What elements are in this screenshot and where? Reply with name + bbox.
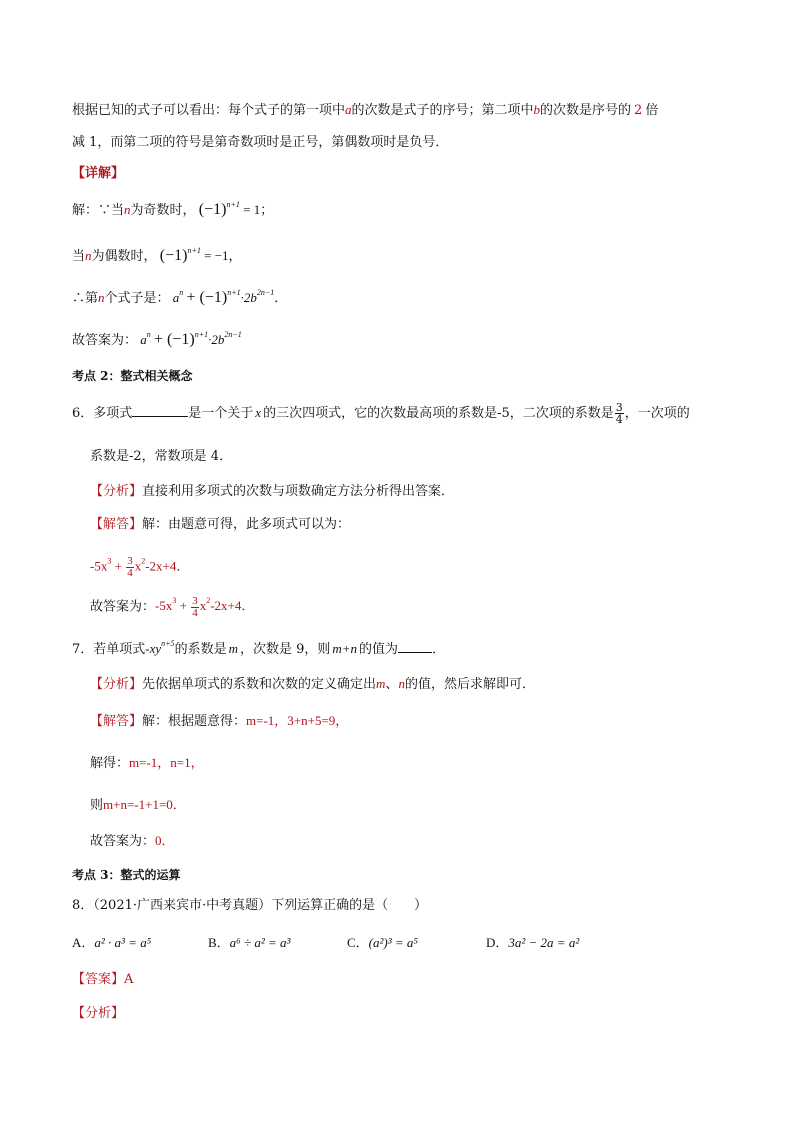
fraction bbox=[191, 596, 199, 619]
intro-text: 根据已知的式子可以看出：每个式子的第一项中 bbox=[72, 103, 346, 118]
math-exponent: 2 bbox=[206, 596, 211, 606]
q6-text: 的三次四项式，它的次数最高项的系数是-5，二次项的系数是 bbox=[263, 406, 614, 421]
fraction bbox=[615, 402, 624, 425]
answer-blank[interactable] bbox=[132, 404, 188, 417]
q7-text: 的系数是 bbox=[174, 642, 227, 657]
var-n: n bbox=[98, 290, 105, 305]
var-b: b bbox=[533, 102, 541, 117]
math-var: n bbox=[398, 676, 405, 691]
math-exponent: n+1 bbox=[227, 288, 241, 297]
solution-text: 解得： bbox=[90, 756, 130, 771]
math-exponent: 2 bbox=[141, 556, 146, 566]
math-expr: -2x+4． bbox=[145, 558, 190, 574]
math-exponent: n+5 bbox=[161, 639, 175, 648]
analysis-tag: 【分析】 bbox=[90, 484, 143, 499]
fraction-denominator: 4 bbox=[127, 567, 133, 579]
q6-analysis bbox=[90, 482, 454, 502]
math-exponent: 2n−1 bbox=[256, 288, 275, 297]
math-var: a bbox=[172, 290, 180, 305]
detail-line-4 bbox=[72, 330, 242, 350]
intro-line-2 bbox=[72, 133, 448, 153]
section-heading: 考点 3：整式的运算 bbox=[72, 868, 181, 882]
analysis-text: 、 bbox=[385, 677, 399, 692]
section-heading: 考点 2：整式相关概念 bbox=[72, 369, 193, 383]
detail-text: ∴第 bbox=[72, 290, 99, 305]
q7-answer bbox=[90, 831, 175, 852]
intro-text: 减 1，而第二项的符号是第奇数项时是正号，第偶数项时是负号． bbox=[72, 135, 449, 150]
solution-tag: 【解答】 bbox=[90, 714, 143, 729]
q6-answer bbox=[90, 596, 254, 619]
detail-text: 为偶数时， bbox=[91, 248, 157, 263]
analysis-tag: 【分析】 bbox=[90, 677, 143, 692]
intro-line-1 bbox=[72, 100, 658, 121]
option-label: A． bbox=[72, 935, 95, 950]
detail-text: 为奇数时， bbox=[130, 202, 196, 217]
analysis-text: 直接利用多项式的次数与项数确定方法分析得出答案． bbox=[142, 484, 455, 499]
math-expr: (−1) bbox=[159, 247, 188, 264]
fraction-denominator: 4 bbox=[192, 607, 198, 619]
analysis-text: 先依据单项式的系数和次数的定义确定出 bbox=[142, 677, 377, 692]
math-expr: + bbox=[179, 598, 187, 614]
q7-solve bbox=[90, 753, 204, 774]
fraction-numerator: 3 bbox=[615, 401, 623, 414]
monomial bbox=[145, 641, 174, 656]
option-text: a⁶ ÷ a² = a³ bbox=[229, 935, 291, 950]
option-label: B． bbox=[208, 935, 230, 950]
fraction-numerator: 3 bbox=[192, 595, 198, 607]
q6-expression bbox=[90, 556, 189, 579]
q8-answer bbox=[72, 970, 133, 990]
math-exponent: 2n−1 bbox=[224, 330, 242, 339]
answer-prefix: 故答案为： bbox=[90, 834, 156, 849]
math-expr: = 1； bbox=[243, 202, 274, 217]
q8-option-c[interactable] bbox=[347, 933, 418, 953]
answer-value: A bbox=[124, 972, 134, 987]
solution-equation: m=-1，3+n+5=9， bbox=[246, 713, 349, 728]
math-expr: -xy bbox=[145, 641, 162, 656]
math-expr: ·2b bbox=[240, 290, 257, 305]
detail-text: 当 bbox=[72, 248, 86, 263]
solution-text: 则 bbox=[90, 798, 104, 813]
q7-then bbox=[90, 795, 186, 816]
var-n: n bbox=[124, 202, 131, 217]
solution-text: 解：根据题意得： bbox=[142, 714, 247, 729]
detail-line-3 bbox=[72, 288, 287, 308]
q7-analysis bbox=[90, 674, 535, 695]
math-var: m bbox=[376, 676, 386, 691]
q6-solution bbox=[90, 515, 350, 535]
math-exponent: n bbox=[146, 330, 151, 339]
q7-text: ． bbox=[432, 642, 446, 657]
q8-option-a[interactable] bbox=[72, 933, 151, 953]
q8-option-b[interactable] bbox=[208, 933, 290, 953]
var-n: n bbox=[85, 248, 92, 263]
analysis-text: 的值，然后求解即可． bbox=[404, 677, 535, 692]
math-expr: m+n bbox=[332, 641, 358, 656]
q6-text: 6．多项式 bbox=[72, 406, 133, 421]
fraction-denominator: 4 bbox=[615, 413, 623, 426]
solution-text: 解：由题意可得，此多项式可以为： bbox=[142, 517, 351, 532]
q7-text: 7．若单项式 bbox=[72, 642, 146, 657]
detail-header: 【详解】 bbox=[72, 166, 125, 181]
math-var: m bbox=[228, 641, 238, 656]
math-var: a bbox=[140, 332, 147, 347]
math-expr: + bbox=[114, 558, 122, 574]
math-exponent: n+1 bbox=[187, 246, 201, 255]
detail-line-2 bbox=[72, 246, 242, 266]
answer-blank[interactable] bbox=[398, 640, 432, 653]
q7-text: ，次数是 9，则 bbox=[239, 642, 331, 657]
math-var: x bbox=[199, 598, 207, 614]
answer-expr bbox=[155, 595, 255, 619]
detail-text: 个式子是： bbox=[104, 290, 170, 305]
math-expr: (−1) bbox=[198, 201, 227, 218]
math-expr: -5x bbox=[155, 598, 173, 614]
solution-tag: 【解答】 bbox=[90, 517, 143, 532]
answer-prefix: 故答案为： bbox=[90, 598, 156, 614]
detail-line-1 bbox=[72, 200, 273, 220]
math-exponent: 3 bbox=[107, 556, 112, 566]
math-exponent: n bbox=[179, 288, 184, 297]
math-expr: -2x+4． bbox=[210, 598, 255, 614]
intro-number: 2 bbox=[634, 103, 643, 118]
answer-value: 0． bbox=[155, 833, 175, 848]
var-a: a bbox=[345, 102, 352, 117]
q7-solution bbox=[90, 711, 348, 732]
intro-text: 的次数是序号的 bbox=[540, 103, 632, 118]
q6-stem-line-1 bbox=[72, 402, 690, 425]
math-expr: + (−1) bbox=[154, 331, 195, 348]
q8-analysis-tag bbox=[72, 1004, 124, 1024]
solution-equation: m=-1，n=1， bbox=[129, 755, 204, 770]
q7-stem bbox=[72, 639, 445, 660]
option-text: (a²)³ = a⁵ bbox=[368, 935, 418, 950]
math-exponent: n+1 bbox=[194, 330, 209, 339]
option-label: C． bbox=[347, 935, 369, 950]
option-text: 3a² − 2a = a² bbox=[508, 935, 580, 950]
q7-text: 的值为 bbox=[359, 642, 399, 657]
detail-text: 解：∵当 bbox=[72, 202, 125, 217]
detail-text: 故答案为： bbox=[72, 332, 138, 347]
option-label: D． bbox=[486, 935, 509, 950]
math-exponent: n+1 bbox=[226, 200, 240, 209]
fraction bbox=[126, 556, 134, 579]
answer-tag: 【答案】 bbox=[72, 972, 125, 987]
q6-text: ，一次项的 bbox=[624, 406, 690, 421]
math-expr: = −1， bbox=[204, 248, 242, 263]
math-expr: -5x bbox=[90, 558, 108, 574]
q6-stem-line-2: 系数是-2，常数项是 4． bbox=[90, 449, 233, 464]
math-exponent: 3 bbox=[172, 596, 177, 606]
q8-stem: 8．（2021·广西来宾市·中考真题）下列运算正确的是（ ） bbox=[72, 898, 428, 913]
intro-text: 的次数是式子的序号；第二项中 bbox=[351, 103, 534, 118]
math-var: x bbox=[134, 558, 142, 574]
math-expr: + (−1) bbox=[186, 289, 228, 306]
analysis-tag: 【分析】 bbox=[72, 1006, 125, 1021]
option-text: a² · a³ = a⁵ bbox=[94, 935, 152, 950]
fraction-numerator: 3 bbox=[127, 555, 133, 567]
math-expr: ． bbox=[274, 290, 288, 305]
intro-text: 倍 bbox=[645, 103, 659, 118]
math-expr: ·2b bbox=[208, 332, 225, 347]
q6-text: 是一个关于 bbox=[188, 406, 254, 421]
solution-equation: m+n=-1+1=0． bbox=[103, 797, 186, 812]
math-var: x bbox=[255, 405, 262, 420]
q8-option-d[interactable] bbox=[486, 933, 579, 953]
